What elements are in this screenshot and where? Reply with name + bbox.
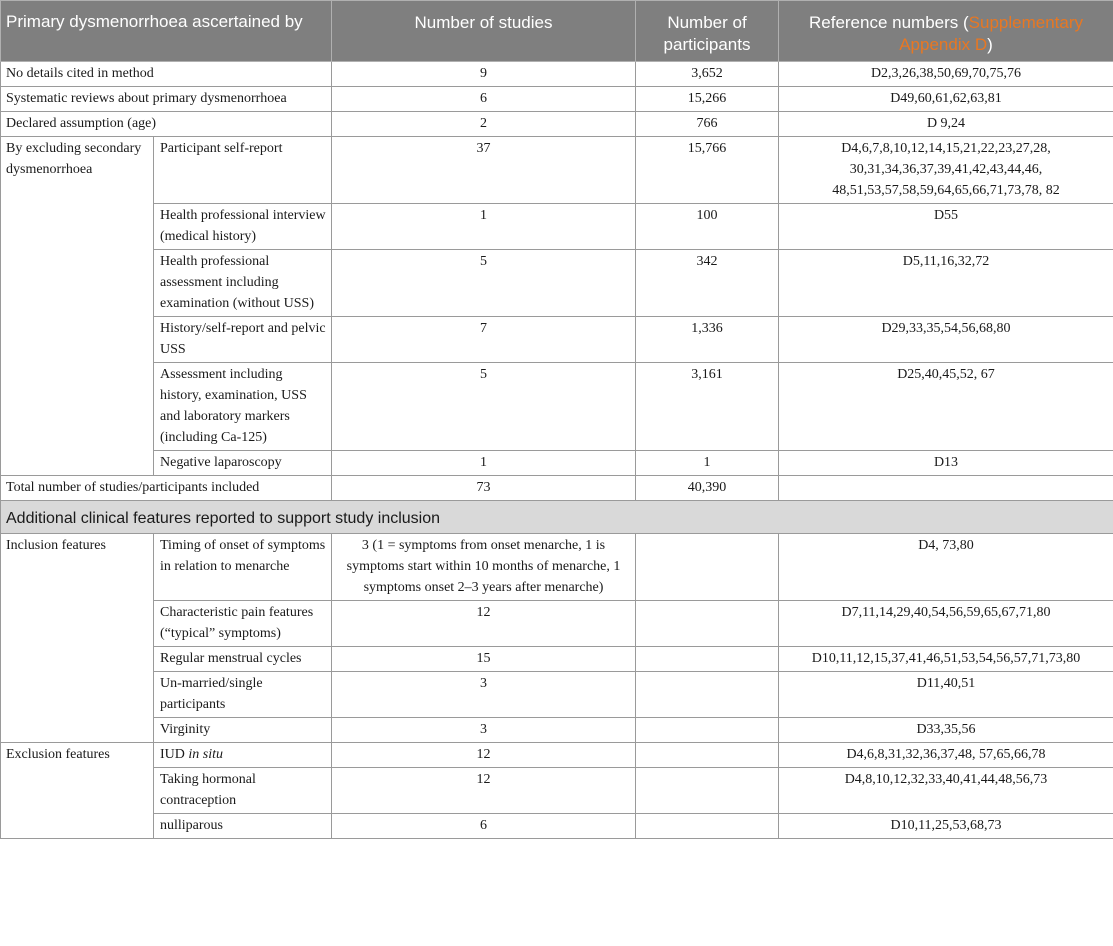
table-row	[1, 768, 1113, 814]
table-row	[1, 601, 1113, 647]
table-row	[1, 451, 1113, 476]
row-label: History/self-report and pelvic USS	[154, 317, 332, 363]
participants-count	[636, 647, 779, 672]
table-row	[1, 112, 1113, 137]
studies-count: 15	[332, 647, 636, 672]
table-row	[1, 363, 1113, 451]
studies-count: 1	[332, 451, 636, 476]
participants-count	[636, 743, 779, 768]
group-label-inclusion: Inclusion features	[1, 534, 154, 743]
reference-numbers: D10,11,25,53,68,73	[779, 814, 1113, 839]
header-number-of-studies: Number of studies	[332, 1, 636, 62]
participants-count	[636, 601, 779, 647]
reference-numbers: D29,33,35,54,56,68,80	[779, 317, 1113, 363]
reference-numbers	[779, 476, 1113, 501]
participants-count: 3,652	[636, 62, 779, 87]
table-row-total	[1, 476, 1113, 501]
reference-numbers: D25,40,45,52, 67	[779, 363, 1113, 451]
participants-count: 3,161	[636, 363, 779, 451]
row-label: Negative laparoscopy	[154, 451, 332, 476]
table-row	[1, 137, 1113, 204]
table-row	[1, 204, 1113, 250]
reference-numbers: D4,8,10,12,32,33,40,41,44,48,56,73	[779, 768, 1113, 814]
studies-count: 3	[332, 718, 636, 743]
row-label: No details cited in method	[1, 62, 332, 87]
row-label: Total number of studies/participants included	[1, 476, 332, 501]
studies-count: 12	[332, 743, 636, 768]
studies-count: 1	[332, 204, 636, 250]
row-label: Health professional interview (medical history)	[154, 204, 332, 250]
studies-count: 12	[332, 601, 636, 647]
row-label: Timing of onset of symptoms in relation to menarche	[154, 534, 332, 601]
reference-numbers: D5,11,16,32,72	[779, 250, 1113, 317]
row-label: Declared assumption (age)	[1, 112, 332, 137]
row-label: Health professional assessment including examination (without USS)	[154, 250, 332, 317]
header-reference-numbers	[779, 1, 1113, 62]
table-row	[1, 250, 1113, 317]
studies-count: 2	[332, 112, 636, 137]
row-label: Characteristic pain features (“typical” symptoms)	[154, 601, 332, 647]
reference-numbers: D4,6,7,8,10,12,14,15,21,22,23,27,28, 30,31,34,36,37,39,41,42,43,44,46, 48,51,53,57,58,59,64,65,66,71,73,78, 82	[779, 137, 1113, 204]
reference-numbers: D4,6,8,31,32,36,37,48, 57,65,66,78	[779, 743, 1113, 768]
participants-count	[636, 718, 779, 743]
reference-numbers: D 9,24	[779, 112, 1113, 137]
header-ref-suffix: )	[987, 35, 993, 54]
table-row	[1, 672, 1113, 718]
reference-numbers: D33,35,56	[779, 718, 1113, 743]
participants-count: 342	[636, 250, 779, 317]
studies-count: 6	[332, 814, 636, 839]
supplementary-appendix-link[interactable]: Supplementary Appendix D	[899, 13, 1084, 54]
iud-label-prefix: IUD	[160, 747, 189, 762]
participants-count: 100	[636, 204, 779, 250]
reference-numbers: D13	[779, 451, 1113, 476]
participants-count	[636, 534, 779, 601]
table-row	[1, 718, 1113, 743]
reference-numbers: D4, 73,80	[779, 534, 1113, 601]
table-row	[1, 647, 1113, 672]
reference-numbers: D7,11,14,29,40,54,56,59,65,67,71,80	[779, 601, 1113, 647]
studies-count: 3	[332, 672, 636, 718]
studies-count: 7	[332, 317, 636, 363]
reference-numbers: D49,60,61,62,63,81	[779, 87, 1113, 112]
table-row	[1, 743, 1113, 768]
participants-count: 40,390	[636, 476, 779, 501]
table-row	[1, 62, 1113, 87]
row-label: Virginity	[154, 718, 332, 743]
group-label-excluding: By excluding secondary dysmenorrhoea	[1, 137, 154, 476]
reference-numbers: D55	[779, 204, 1113, 250]
participants-count: 766	[636, 112, 779, 137]
participants-count: 15,766	[636, 137, 779, 204]
studies-count: 5	[332, 250, 636, 317]
row-label: Un-married/single participants	[154, 672, 332, 718]
reference-numbers: D11,40,51	[779, 672, 1113, 718]
iud-label-italic: in situ	[188, 747, 224, 762]
row-label	[154, 743, 332, 768]
studies-count: 3 (1 = symptoms from onset menarche, 1 is symptoms start within 10 months of menarche, 1 symptoms onset 2–3 years after menarche)	[332, 534, 636, 601]
participants-count: 1,336	[636, 317, 779, 363]
table-row	[1, 87, 1113, 112]
table-header-row	[1, 1, 1113, 62]
studies-count: 73	[332, 476, 636, 501]
reference-numbers: D2,3,26,38,50,69,70,75,76	[779, 62, 1113, 87]
row-label: Taking hormonal contraception	[154, 768, 332, 814]
table-row	[1, 534, 1113, 601]
row-label: Participant self-report	[154, 137, 332, 204]
section-title: Additional clinical features reported to support study inclusion	[1, 501, 1113, 534]
group-label-exclusion: Exclusion features	[1, 743, 154, 839]
participants-count	[636, 814, 779, 839]
participants-count: 15,266	[636, 87, 779, 112]
studies-count: 9	[332, 62, 636, 87]
row-label: nulliparous	[154, 814, 332, 839]
header-ref-prefix: Reference numbers (	[808, 13, 969, 32]
participants-count	[636, 672, 779, 718]
studies-count: 37	[332, 137, 636, 204]
participants-count	[636, 768, 779, 814]
studies-count: 5	[332, 363, 636, 451]
header-number-of-participants: Number of participants	[636, 1, 779, 62]
header-ascertained-by: Primary dysmenorrhoea ascertained by	[1, 1, 332, 62]
row-label: Assessment including history, examination, USS and laboratory markers (including Ca-125)	[154, 363, 332, 451]
participants-count: 1	[636, 451, 779, 476]
studies-count: 12	[332, 768, 636, 814]
section-header-row	[1, 501, 1113, 534]
studies-count: 6	[332, 87, 636, 112]
row-label: Regular menstrual cycles	[154, 647, 332, 672]
reference-numbers: D10,11,12,15,37,41,46,51,53,54,56,57,71,73,80	[779, 647, 1113, 672]
table-row	[1, 317, 1113, 363]
table-row	[1, 814, 1113, 839]
row-label: Systematic reviews about primary dysmenorrhoea	[1, 87, 332, 112]
